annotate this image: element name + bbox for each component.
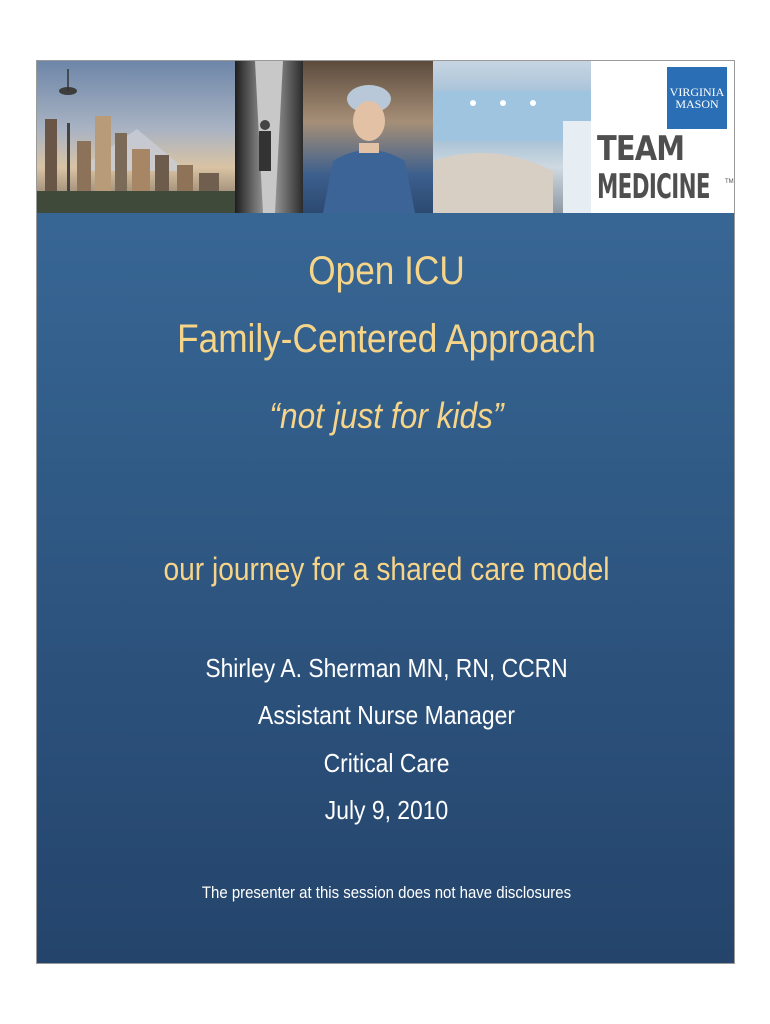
tagline: “not just for kids” — [269, 395, 504, 436]
nurse-photo — [303, 61, 433, 213]
presenter-department: Critical Care — [323, 748, 450, 778]
icu-unit-photo — [433, 61, 591, 213]
trademark-mark: TM — [725, 179, 734, 185]
virginia-mason-badge — [667, 67, 727, 129]
subtitle: our journey for a shared care model — [163, 551, 610, 587]
logo-word-team: TEAM — [597, 129, 685, 169]
presenter-name: Shirley A. Sherman MN, RN, CCRN — [205, 653, 568, 683]
badge-line-2: MASON — [675, 97, 719, 111]
title-slide — [36, 60, 735, 964]
title-line-2: Family-Centered Approach — [177, 317, 596, 361]
title-line-1: Open ICU — [308, 249, 465, 293]
hallway-photo — [235, 61, 303, 213]
team-medicine-logo — [591, 61, 735, 213]
presenter-role: Assistant Nurse Manager — [258, 700, 515, 730]
photo-banner — [37, 61, 735, 213]
presentation-date: July 9, 2010 — [324, 795, 449, 825]
logo-word-medicine: MEDICINE — [597, 167, 710, 207]
badge-line-1: VIRGINIA — [669, 85, 725, 99]
seattle-skyline-photo — [37, 61, 235, 213]
disclosure-note: The presenter at this session does not have disclosures — [201, 883, 572, 902]
